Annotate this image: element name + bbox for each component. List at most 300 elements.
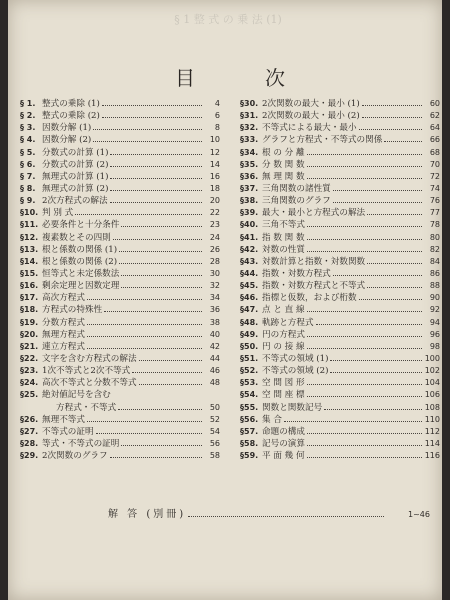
toc-entry xyxy=(20,244,220,256)
leader-dots xyxy=(367,287,422,288)
leader-dots xyxy=(307,433,422,434)
section-title: 対数の性質 xyxy=(262,244,305,255)
section-number: §51. xyxy=(240,353,259,363)
toc-entry xyxy=(240,256,440,268)
toc-entry xyxy=(20,159,220,171)
section-number: §50. xyxy=(240,341,259,351)
page-number: 70 xyxy=(429,159,440,169)
section-number: §29. xyxy=(20,451,39,461)
page-number: 110 xyxy=(424,414,440,424)
section-title: 平 面 幾 何 xyxy=(262,451,305,462)
page-number: 52 xyxy=(209,414,220,424)
page-number: 34 xyxy=(209,293,220,303)
leader-dots xyxy=(87,324,202,325)
section-number: § 1. xyxy=(20,99,36,108)
page-number: 18 xyxy=(209,183,220,193)
leader-dots xyxy=(93,129,202,130)
leader-dots xyxy=(102,105,202,106)
section-title: 恒等式と未定係数法 xyxy=(42,268,120,279)
section-title: 複素数とその四則 xyxy=(42,232,111,243)
leader-dots xyxy=(307,457,422,458)
toc-entry xyxy=(20,98,220,110)
leader-dots xyxy=(307,178,422,179)
section-number: §24. xyxy=(20,378,39,388)
title-char-1: 目 xyxy=(175,66,197,90)
toc-entry xyxy=(240,195,440,207)
toc-entry xyxy=(20,365,220,377)
leader-dots xyxy=(113,239,202,240)
section-number: §38. xyxy=(240,196,259,206)
section-number: § 5. xyxy=(20,147,36,157)
section-number: §40. xyxy=(240,220,259,230)
leader-dots xyxy=(307,396,422,397)
section-number: §12. xyxy=(20,232,39,242)
section-title: 因数分解 (2) xyxy=(42,135,92,146)
leader-dots xyxy=(110,166,202,167)
toc-entry xyxy=(20,317,220,329)
section-number: §55. xyxy=(240,402,259,412)
page-number: 6 xyxy=(214,111,220,121)
section-number: §41. xyxy=(240,232,259,242)
section-title: 分数式の計算 (2) xyxy=(42,159,109,170)
leader-dots xyxy=(96,433,202,434)
page-number: 64 xyxy=(429,123,440,133)
section-title: グラフと方程式・不等式の関係 xyxy=(262,135,383,146)
leader-dots xyxy=(121,287,202,288)
section-title: 軌跡と方程式 xyxy=(262,317,314,328)
toc-entry xyxy=(20,207,220,219)
page-number: 8 xyxy=(214,123,220,133)
section-title: 三角関数のグラフ xyxy=(262,196,331,207)
section-title: 最大・最小と方程式の解法 xyxy=(262,208,366,219)
section-title: 整式の乗除 (1) xyxy=(42,99,100,109)
section-number: §45. xyxy=(240,281,259,291)
toc-entry xyxy=(240,280,440,292)
section-title: 指数・対数方程式と不等式 xyxy=(262,281,366,292)
section-title: 連立方程式 xyxy=(42,341,85,352)
leader-dots xyxy=(87,421,202,422)
page-number: 76 xyxy=(429,196,440,206)
section-title: 点 と 直 線 xyxy=(262,305,305,316)
toc-entry xyxy=(20,256,220,268)
page-number: 14 xyxy=(209,159,220,169)
page-number: 42 xyxy=(209,341,220,351)
toc-entry xyxy=(240,232,440,244)
section-title: 関数と関数記号 xyxy=(262,402,323,413)
book-page xyxy=(8,0,442,600)
section-number: §18. xyxy=(20,305,39,315)
section-title: 円 の 接 線 xyxy=(262,341,305,352)
toc-entry xyxy=(240,110,440,122)
section-title: 根と係数の関係 (1) xyxy=(42,244,118,255)
page-number: 116 xyxy=(424,451,440,461)
leader-dots xyxy=(87,336,202,337)
toc-entry xyxy=(20,402,220,414)
page-number: 10 xyxy=(209,135,220,145)
section-number: §59. xyxy=(240,451,259,461)
leader-dots xyxy=(102,117,202,118)
page-number: 26 xyxy=(209,244,220,254)
section-number: §22. xyxy=(20,353,39,363)
toc-entry xyxy=(240,171,440,183)
page-number: 48 xyxy=(209,378,220,388)
section-number: §26. xyxy=(20,414,39,424)
section-title: 無理不等式 xyxy=(42,414,85,425)
page-number: 104 xyxy=(424,378,440,388)
toc-right-column xyxy=(240,98,440,462)
section-title: 円の方程式 xyxy=(262,329,305,340)
section-number: § 7. xyxy=(20,171,36,181)
page-number: 56 xyxy=(209,438,220,448)
page-number: 20 xyxy=(209,196,220,206)
leader-dots xyxy=(330,372,422,373)
section-title: 根 の 分 離 xyxy=(262,147,305,158)
leader-dots xyxy=(307,166,422,167)
section-number: §23. xyxy=(20,366,39,376)
section-title: 方程式・不等式 xyxy=(56,402,117,413)
page-number: 88 xyxy=(429,281,440,291)
leader-dots xyxy=(87,348,202,349)
section-number: §42. xyxy=(240,244,259,254)
toc-entry xyxy=(240,122,440,134)
toc-entry xyxy=(20,450,220,462)
page-number: 114 xyxy=(424,438,440,448)
section-number: § 9. xyxy=(20,196,36,206)
toc-entry xyxy=(20,122,220,134)
section-number: § 4. xyxy=(20,135,36,145)
section-title: 2次関数の最大・最小 (2) xyxy=(262,111,360,122)
page-number: 94 xyxy=(429,317,440,327)
leader-dots xyxy=(132,372,202,373)
page-number: 28 xyxy=(209,256,220,266)
toc-entry xyxy=(240,426,440,438)
page-number: 96 xyxy=(429,329,440,339)
page-number: 32 xyxy=(209,281,220,291)
section-title: 対数計算と指数・対数関数 xyxy=(262,256,366,267)
page-number: 92 xyxy=(429,305,440,315)
toc-entry xyxy=(20,353,220,365)
leader-dots xyxy=(359,129,422,130)
section-number: §19. xyxy=(20,317,39,327)
leader-dots xyxy=(307,154,422,155)
title-char-2: 次 xyxy=(265,66,287,90)
toc-entry xyxy=(20,195,220,207)
page-number: 62 xyxy=(429,111,440,121)
page-number: 80 xyxy=(429,232,440,242)
leader-dots xyxy=(307,384,422,385)
section-number: §16. xyxy=(20,281,39,291)
section-title: 高次方程式 xyxy=(42,293,85,304)
page-number: 106 xyxy=(424,390,440,400)
toc-entry xyxy=(240,147,440,159)
page-number: 44 xyxy=(209,353,220,363)
page-number: 58 xyxy=(209,451,220,461)
page-number: 4 xyxy=(214,99,220,108)
page-number: 82 xyxy=(429,244,440,254)
section-title: 分数方程式 xyxy=(42,317,85,328)
toc-entry xyxy=(20,232,220,244)
leader-dots xyxy=(362,105,422,106)
section-title: 三角不等式 xyxy=(262,220,305,231)
section-title: 分数式の計算 (1) xyxy=(42,147,109,158)
toc-entry xyxy=(20,171,220,183)
leader-dots xyxy=(110,190,202,191)
leader-dots xyxy=(307,445,422,446)
section-number: §49. xyxy=(240,329,259,339)
section-number: §48. xyxy=(240,317,259,327)
page-number: 112 xyxy=(424,426,440,436)
leader-dots xyxy=(121,226,202,227)
section-number: §10. xyxy=(20,208,39,218)
leader-dots xyxy=(333,275,422,276)
section-number: §34. xyxy=(240,147,259,157)
section-title: 絶対値記号を含む xyxy=(42,390,111,401)
section-number: §46. xyxy=(240,293,259,303)
section-number: § 6. xyxy=(20,159,36,169)
leader-dots xyxy=(110,154,202,155)
section-title: 不等式の領域 (1) xyxy=(262,353,329,364)
page-number: 90 xyxy=(429,293,440,303)
section-title: 空 間 図 形 xyxy=(262,378,305,389)
leader-dots xyxy=(307,336,422,337)
section-number: §57. xyxy=(240,426,259,436)
page-number: 100 xyxy=(424,353,440,363)
toc-entry xyxy=(20,414,220,426)
toc-left-column xyxy=(20,98,220,462)
leader-dots xyxy=(307,226,422,227)
leader-dots xyxy=(333,190,422,191)
leader-dots xyxy=(307,348,422,349)
section-title: 三角関数の諸性質 xyxy=(262,183,331,194)
leader-dots xyxy=(139,384,202,385)
toc-entry xyxy=(20,268,220,280)
leader-dots xyxy=(367,263,422,264)
toc-entry xyxy=(240,244,440,256)
toc-entry xyxy=(240,268,440,280)
toc-entry xyxy=(240,365,440,377)
leader-dots xyxy=(359,299,422,300)
page-number: 54 xyxy=(209,426,220,436)
section-title: 高次不等式と分数不等式 xyxy=(42,378,137,389)
leader-dots xyxy=(118,409,202,410)
section-title: 等式・不等式の証明 xyxy=(42,438,120,449)
section-number: §25. xyxy=(20,390,39,400)
toc-entry xyxy=(240,317,440,329)
section-title: 記号の演算 xyxy=(262,438,305,449)
section-number: §43. xyxy=(240,256,259,266)
section-title: 2次関数のグラフ xyxy=(42,451,108,462)
leader-dots xyxy=(188,516,384,517)
leader-dots xyxy=(367,214,422,215)
page-number: 77 xyxy=(429,208,440,218)
leader-dots xyxy=(93,141,202,142)
toc-entry xyxy=(240,438,440,450)
leader-dots xyxy=(307,239,422,240)
section-number: §20. xyxy=(20,329,39,339)
section-title: 判 別 式 xyxy=(42,208,74,219)
page-number: 38 xyxy=(209,317,220,327)
toc-entry xyxy=(20,438,220,450)
leader-dots xyxy=(104,311,202,312)
section-title: 必要条件と十分条件 xyxy=(42,220,120,231)
section-title: 2次関数の最大・最小 (1) xyxy=(262,99,360,109)
section-number: §52. xyxy=(240,366,259,376)
section-title: 指 数 関 数 xyxy=(262,232,305,243)
section-title: 不等式の領域 (2) xyxy=(262,366,329,377)
leader-dots xyxy=(307,311,422,312)
toc-entry xyxy=(20,280,220,292)
toc-entry xyxy=(240,402,440,414)
toc-entry xyxy=(240,207,440,219)
section-title: 無理方程式 xyxy=(42,329,85,340)
page-number: 86 xyxy=(429,268,440,278)
page-number: 16 xyxy=(209,171,220,181)
answer-entry xyxy=(20,505,430,520)
section-title: 集 合 xyxy=(262,414,282,425)
section-title: 整式の乗除 (2) xyxy=(42,111,100,122)
header-ghost-text: § 1 整 式 の 乗 法 (1) xyxy=(174,13,282,26)
section-number: §35. xyxy=(240,159,259,169)
section-number: §17. xyxy=(20,293,39,303)
section-number: §33. xyxy=(240,135,259,145)
section-number: §56. xyxy=(240,414,259,424)
page-number: 36 xyxy=(209,305,220,315)
leader-dots xyxy=(333,202,422,203)
section-number: § 3. xyxy=(20,123,36,133)
page-number: 74 xyxy=(429,183,440,193)
page-number: 24 xyxy=(209,232,220,242)
section-number: §21. xyxy=(20,341,39,351)
toc-entry xyxy=(240,450,440,462)
leader-dots xyxy=(75,214,202,215)
page-number: 98 xyxy=(429,341,440,351)
section-number: §31. xyxy=(240,111,259,121)
page-number: 78 xyxy=(429,220,440,230)
section-number: §53. xyxy=(240,378,259,388)
toc-entry xyxy=(240,159,440,171)
section-title: 命題の構成 xyxy=(262,426,305,437)
page-number: 30 xyxy=(209,268,220,278)
section-title: 指数・対数方程式 xyxy=(262,268,331,279)
toc-entry xyxy=(20,147,220,159)
section-number: §36. xyxy=(240,171,259,181)
section-number: §15. xyxy=(20,268,39,278)
section-number: §30. xyxy=(240,99,259,108)
page-number: 46 xyxy=(209,366,220,376)
leader-dots xyxy=(121,445,202,446)
page-number: 102 xyxy=(424,366,440,376)
toc-entry xyxy=(240,183,440,195)
section-title: 分 数 関 数 xyxy=(262,159,305,170)
toc-entry xyxy=(20,304,220,316)
section-title: 不等式による最大・最小 xyxy=(262,123,357,134)
leader-dots xyxy=(110,457,202,458)
section-number: §54. xyxy=(240,390,259,400)
leader-dots xyxy=(284,421,422,422)
toc-entry xyxy=(240,329,440,341)
section-title: 1次不等式と2次不等式 xyxy=(42,366,131,377)
section-number: §47. xyxy=(240,305,259,315)
leader-dots xyxy=(384,141,422,142)
leader-dots xyxy=(316,324,422,325)
leader-dots xyxy=(139,360,202,361)
page-number: 50 xyxy=(209,402,220,412)
section-title: 剰余定理と因数定理 xyxy=(42,281,120,292)
toc-entry xyxy=(20,341,220,353)
page-number: 84 xyxy=(429,256,440,266)
toc-entry xyxy=(240,98,440,110)
section-number: §32. xyxy=(240,123,259,133)
section-number: §13. xyxy=(20,244,39,254)
toc-entry xyxy=(20,329,220,341)
toc-entry xyxy=(240,134,440,146)
section-number: § 8. xyxy=(20,183,36,193)
section-title: 根と係数の関係 (2) xyxy=(42,256,118,267)
leader-dots xyxy=(330,360,422,361)
section-title: 不等式の証明 xyxy=(42,426,94,437)
section-number: §11. xyxy=(20,220,39,230)
section-number: §14. xyxy=(20,256,39,266)
page-number: 22 xyxy=(209,208,220,218)
page-number: 60 xyxy=(429,99,440,108)
leader-dots xyxy=(362,117,422,118)
leader-dots xyxy=(87,299,202,300)
section-number: §44. xyxy=(240,268,259,278)
section-title: 因数分解 (1) xyxy=(42,123,92,134)
answer-page: 1~46 xyxy=(408,510,430,519)
leader-dots xyxy=(307,251,422,252)
toc-entry xyxy=(240,341,440,353)
leader-dots xyxy=(119,263,202,264)
page-number: 108 xyxy=(424,402,440,412)
section-number: §28. xyxy=(20,438,39,448)
toc-entry xyxy=(240,377,440,389)
section-number: §58. xyxy=(240,438,259,448)
toc-entry xyxy=(20,134,220,146)
page-number: 68 xyxy=(429,147,440,157)
answer-label: 解 答 (別冊) xyxy=(108,509,187,520)
toc-entry xyxy=(20,426,220,438)
section-number: § 2. xyxy=(20,111,36,121)
section-title: 無理式の計算 (2) xyxy=(42,183,109,194)
toc-entry xyxy=(20,292,220,304)
toc-entry xyxy=(20,377,220,389)
section-title: 方程式の特殊性 xyxy=(42,305,103,316)
toc-entry xyxy=(20,110,220,122)
toc-entry xyxy=(20,219,220,231)
section-title: 文字を含む方程式の解法 xyxy=(42,353,137,364)
toc-entry xyxy=(240,292,440,304)
leader-dots xyxy=(324,409,422,410)
leader-dots xyxy=(110,202,202,203)
section-number: §27. xyxy=(20,426,39,436)
page-number: 40 xyxy=(209,329,220,339)
page-number: 66 xyxy=(429,135,440,145)
section-number: §39. xyxy=(240,208,259,218)
section-title: 無理式の計算 (1) xyxy=(42,171,109,182)
toc-entry xyxy=(20,389,220,401)
toc-entry xyxy=(240,304,440,316)
section-number: §37. xyxy=(240,183,259,193)
toc-entry xyxy=(240,219,440,231)
page-title xyxy=(8,62,442,92)
page-number: 23 xyxy=(209,220,220,230)
page-number: 72 xyxy=(429,171,440,181)
section-title: 指標と仮数，および桁数 xyxy=(262,293,357,304)
toc-entry xyxy=(240,389,440,401)
section-title: 2次方程式の解法 xyxy=(42,196,108,207)
toc-entry xyxy=(20,183,220,195)
